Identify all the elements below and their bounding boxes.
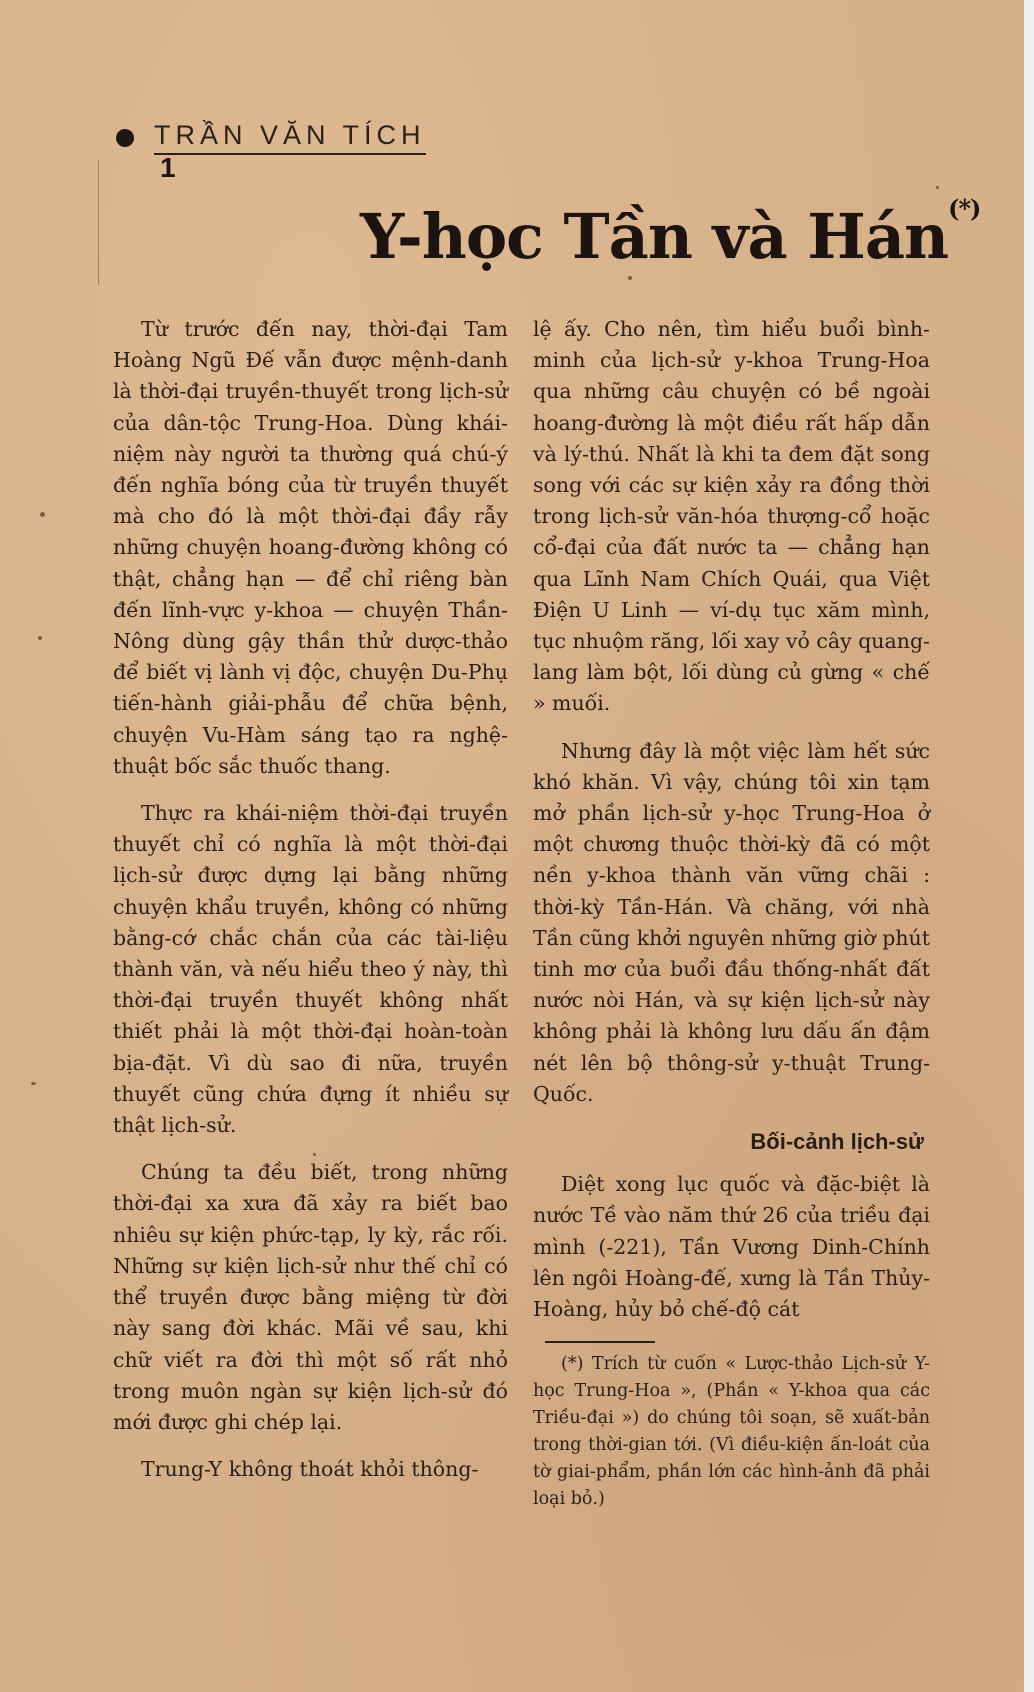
paragraph: Trung-Y không thoát khỏi thông- (141, 1457, 479, 1482)
paragraph: Nhưng đây là một việc làm hết sức khó khăn. Vì vậy, chúng tôi xin tạm mở phần lịch-sử y-học Trung-Hoa ở một chương thuộc thời-kỳ đã có một nền y-khoa thành văn vững chãi : thời-kỳ Tần-Hán. Và chăng, với nhà Tần cũng khởi nguyên những giờ phút tinh mơ của buổi đầu thống-nhất đất nước nòi Hán, và sự kiện lịch-sử này không phải là không lưu dấu ấn đậm nét lên bộ thông-sử y-thuật Trung-Quốc. (533, 738, 930, 1106)
paragraph: Chúng ta đều biết, trong những thời-đại xa xưa đã xảy ra biết bao nhiêu sự kiện phức-tạp, ly kỳ, rắc rối. Những sự kiện lịch-sử như thế chỉ có thể truyền được bằng miệng từ đời này sang đời khác. Mãi về sau, khi chữ viết ra đời thì một số rất nhỏ trong muôn ngàn sự kiện lịch-sử đó mới được ghi chép lại. (113, 1160, 508, 1434)
left-column (113, 314, 508, 1501)
paragraph: lệ ấy. Cho nên, tìm hiểu buổi bình-minh của lịch-sử y-khoa Trung-Hoa qua những câu chuyện có bề ngoài hoang-đường là một điều rất hấp dẫn và lý-thú. Nhất là khi ta đem đặt song song với các sự kiện xảy ra đồng thời trong lịch-sử văn-hóa thượng-cổ hoặc cổ-đại của đất nước ta — chẳng hạn qua Lĩnh Nam Chích Quái, qua Việt Điện U Linh — ví-dụ tục xăm mình, tục nhuộm răng, lối xay vỏ cây quang-lang làm bột, lối dùng củ gừng « chế » muối. (533, 317, 930, 716)
footnote-rule (545, 1341, 655, 1343)
section-heading: Bối-cảnh lịch-sử (750, 1129, 924, 1155)
title-text: Y-học Tần và Hán (360, 200, 949, 273)
paragraph: Thực ra khái-niệm thời-đại truyền thuyết chỉ có nghĩa là một thời-đại lịch-sử được dựng lại bằng những chuyện khẩu truyền, không có những bằng-cớ chắc chắn của các tài-liệu thành văn, và nếu hiểu theo ý này, thì thời-đại truyền thuyết không nhất thiết phải là một thời-đại hoàn-toàn bịa-đặt. Vì dù sao đi nữa, truyền thuyết cũng chứa đựng ít nhiều sự thật lịch-sử. (113, 801, 508, 1138)
byline (116, 120, 426, 155)
article-title (360, 194, 981, 273)
footnote: (*) Trích từ cuốn « Lược-thảo Lịch-sử Y-học Trung-Hoa », (Phần « Y-khoa qua các Triều-đại ») do chúng tôi soạn, sẽ xuất-bản trong thời-gian tới. (Vì điều-kiện ấn-loát của tờ giai-phẩm, phần lớn các hình-ảnh đã phải loại bỏ.) (533, 1354, 930, 1510)
issue-number: 1 (160, 152, 176, 183)
margin-line (98, 160, 99, 285)
paragraph: Diệt xong lục quốc và đặc-biệt là nước Tề vào năm thứ 26 của triều đại mình (-221), Tần Vương Dinh-Chính lên ngôi Hoàng-đế, xưng là Tần Thủy-Hoàng, hủy bỏ chế-độ cát (533, 1172, 930, 1322)
author-name: TRẦN VĂN TÍCH (154, 120, 426, 155)
paragraph: Từ trước đến nay, thời-đại Tam Hoàng Ngũ Đế vẫn được mệnh-danh là thời-đại truyền-thuyết trong lịch-sử của dân-tộc Trung-Hoa. Dùng khái-niệm này người ta thường quá chú-ý đến nghĩa bóng của từ truyền thuyết mà cho đó là một thời-đại đầy rẫy những chuyện hoang-đường không có thật, chẳng hạn — để chỉ riêng bàn đến lĩnh-vực y-khoa — chuyện Thần-Nông dùng gậy thần thử dược-thảo để biết vị lành vị độc, chuyện Du-Phụ tiến-hành giải-phẫu để chữa bệnh, chuyện Vu-Hàm sáng tạo ra nghệ-thuật bốc sắc thuốc thang. (113, 317, 508, 778)
bullet-icon (116, 129, 134, 147)
right-column (533, 314, 930, 1529)
title-footnote-mark: (*) (948, 194, 981, 223)
scan-edge (1024, 0, 1034, 1692)
